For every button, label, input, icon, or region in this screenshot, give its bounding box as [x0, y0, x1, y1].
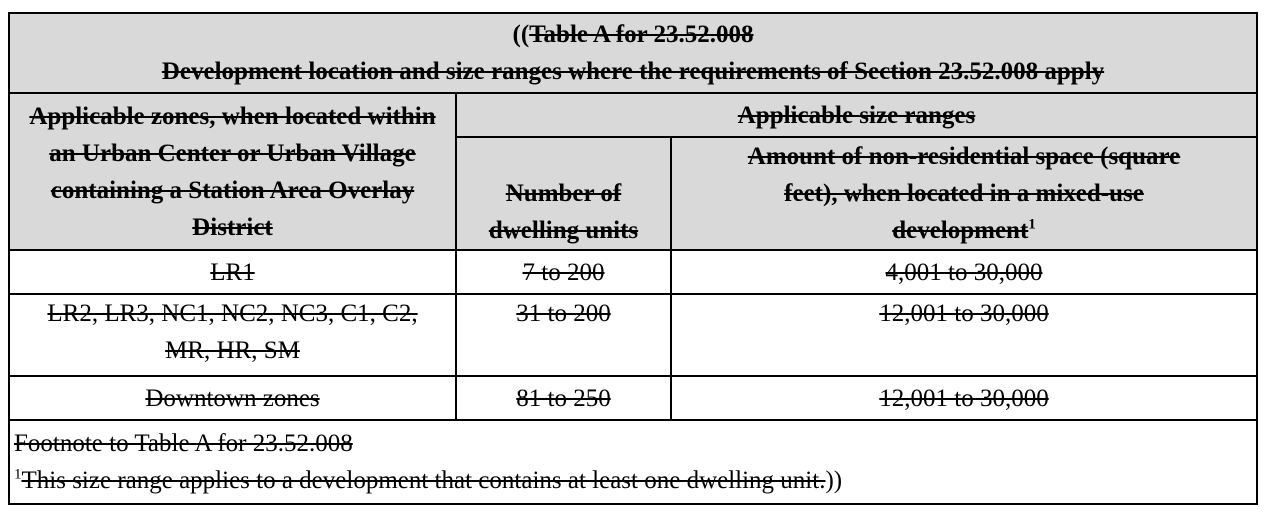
- cell-space: 12,001 to 30,000: [879, 384, 1049, 412]
- header-dwelling-units-text: Number of dwelling units: [488, 180, 639, 244]
- development-size-table: [8, 12, 1258, 505]
- cell-units: 7 to 200: [522, 258, 605, 286]
- footnote-ref: 1: [1028, 216, 1036, 233]
- table-title-line2: Development location and size ranges where the requirements of Section 23.52.008 apply: [161, 58, 1105, 85]
- table-row: [9, 376, 1257, 420]
- footnote-marker: 1: [14, 466, 22, 483]
- cell-units: 81 to 250: [516, 384, 611, 412]
- table-row: [9, 250, 1257, 294]
- header-nonres-text: Amount of non-residential space (square feet), when located in a mixed-use development: [747, 143, 1181, 244]
- header-size-ranges-text: Applicable size ranges: [737, 101, 976, 129]
- close-paren: )): [825, 467, 843, 494]
- open-paren: ((: [512, 21, 530, 48]
- header-size-ranges: [456, 93, 1257, 137]
- cell-zones: Downtown zones: [145, 384, 320, 412]
- table-title-line1: Table A for 23.52.008: [529, 21, 754, 48]
- table-row: [9, 294, 1257, 376]
- table-title: [9, 13, 1257, 93]
- footnote-text: This size range applies to a development that contains at least one dwelling unit.: [21, 467, 826, 494]
- footnote: [9, 420, 1257, 504]
- cell-zones: LR1: [210, 258, 255, 286]
- cell-units: 31 to 200: [516, 300, 611, 327]
- header-dwelling-units: [456, 137, 671, 250]
- header-nonres-space: [671, 137, 1257, 250]
- cell-zones: LR2, LR3, NC1, NC2, NC3, C1, C2, MR, HR, SM: [47, 300, 418, 364]
- cell-space: 12,001 to 30,000: [879, 300, 1049, 327]
- header-zones: [9, 93, 456, 250]
- header-zones-text: Applicable zones, when located within an Urban Center or Urban Village containing a Station Area Overlay District: [29, 102, 436, 241]
- cell-space: 4,001 to 30,000: [885, 258, 1043, 286]
- footnote-title: Footnote to Table A for 23.52.008: [14, 430, 353, 457]
